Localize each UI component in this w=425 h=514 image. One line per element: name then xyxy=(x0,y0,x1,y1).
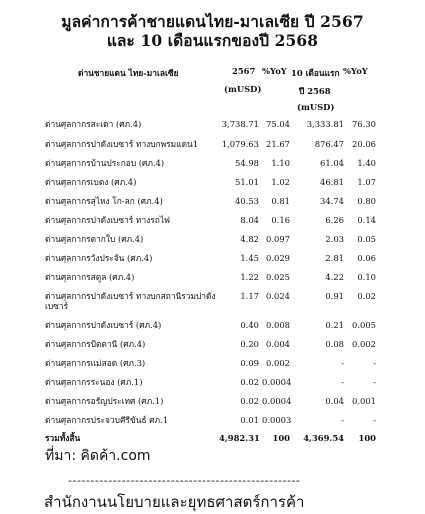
row-yoy-10m: 0.10 xyxy=(357,272,376,282)
row-value-2567: 8.04 xyxy=(240,215,259,225)
row-yoy-2567: 0.81 xyxy=(271,196,290,206)
row-yoy-10m: 1.07 xyxy=(357,177,376,187)
title-line-2: และ 10 เดือนแรกของปี 2568 xyxy=(106,31,319,50)
row-yoy-10m: 20.06 xyxy=(352,139,376,149)
row-yoy-10m: 0.02 xyxy=(357,291,376,301)
row-checkpoint: รวมทั้งสิ้น xyxy=(45,433,81,443)
row-value-10m: 0.04 xyxy=(325,396,344,406)
row-yoy-10m: 0.14 xyxy=(357,215,376,225)
row-yoy-10m: 0.002 xyxy=(352,339,376,349)
row-yoy-2567: 0.0004 xyxy=(262,377,292,387)
row-checkpoint: ด่านศุลกากรสุไหง โก-ลก (ศภ.4) xyxy=(45,196,163,206)
header-yoy-1: %YoY xyxy=(262,66,287,76)
row-value-10m: 0.08 xyxy=(325,339,344,349)
row-yoy-2567: 1.02 xyxy=(271,177,290,187)
row-value-10m: 6.26 xyxy=(325,215,344,225)
source-text: ที่มา: คิดค้า.com xyxy=(45,448,151,464)
row-yoy-2567: 0.0003 xyxy=(262,415,292,425)
row-value-2567: 1.17 xyxy=(240,291,259,301)
row-checkpoint: ด่านศุลกากรปาดังเบซาร์ ทางบกพรมแดน1 xyxy=(45,139,199,149)
row-checkpoint: ด่านศุลกากรประจวบคีรีขันธ์ ศภ.1 xyxy=(45,415,169,425)
row-checkpoint: ด่านศุลกากรวังประจัน (ศภ.4) xyxy=(45,253,153,263)
header-10-months-unit: (mUSD) xyxy=(297,102,335,112)
row-yoy-2567: 75.04 xyxy=(266,119,290,129)
header-10-months: 10 เดือนแรก xyxy=(291,68,340,78)
row-yoy-2567: 0.025 xyxy=(266,272,290,282)
row-value-2567: 0.20 xyxy=(240,339,259,349)
title-line-1: มูลค่าการค้าชายแดนไทย-มาเลเซีย ปี 2567 xyxy=(61,12,364,31)
row-value-10m: 3,333.81 xyxy=(306,119,344,129)
row-checkpoint: ด่านศุลกากรเบตง (ศภ.4) xyxy=(45,177,137,187)
row-value-2567: 1,079.63 xyxy=(221,139,259,149)
row-yoy-10m: - xyxy=(373,415,376,425)
row-value-10m: 0.21 xyxy=(325,320,344,330)
row-checkpoint: ด่านศุลกากรปาดังเบซาร์ ทางรถไฟ xyxy=(45,215,170,225)
row-yoy-10m: 0.06 xyxy=(357,253,376,263)
row-yoy-2567: 0.029 xyxy=(266,253,290,263)
row-yoy-2567: 0.002 xyxy=(266,358,290,368)
header-2567-unit: (mUSD) xyxy=(224,84,262,94)
row-value-2567: 1.22 xyxy=(240,272,259,282)
row-value-2567: 3,738.71 xyxy=(221,119,259,129)
header-yoy-2: %YoY xyxy=(343,66,368,76)
row-value-10m: 0.91 xyxy=(325,291,344,301)
row-value-10m: 61.04 xyxy=(320,158,344,168)
row-yoy-2567: 0.0004 xyxy=(262,396,292,406)
row-checkpoint: ด่านศุลกากรปาดังเบซาร์ (ศภ.4) xyxy=(45,320,162,330)
row-value-10m: 2.81 xyxy=(325,253,344,263)
header-2567: 2567 xyxy=(232,66,256,76)
row-yoy-2567: 100 xyxy=(272,433,290,443)
row-value-10m: - xyxy=(341,415,344,425)
row-value-10m: 876.47 xyxy=(314,139,344,149)
row-value-2567: 0.02 xyxy=(240,396,259,406)
row-value-2567: 51.01 xyxy=(235,177,259,187)
row-value-10m: 2.03 xyxy=(325,234,344,244)
row-checkpoint: ด่านศุลกากรระนอง (ศภ.1) xyxy=(45,377,143,387)
row-yoy-10m: - xyxy=(373,358,376,368)
row-checkpoint: ด่านศุลกากรแม่สอด (ศภ.3) xyxy=(45,358,146,368)
row-checkpoint: ด่านศุลกากรปาดังเบซาร์ ทางบกสถานีรวมปาดังเบซาร์ xyxy=(45,291,216,311)
separator-line: ---------------------------------------------------- xyxy=(68,474,301,487)
row-yoy-10m: 0.005 xyxy=(352,320,376,330)
row-value-2567: 0.01 xyxy=(240,415,259,425)
row-yoy-10m: 0.001 xyxy=(352,396,376,406)
row-checkpoint: ด่านศุลกากรสะเดา (ศภ.4) xyxy=(45,119,142,129)
row-value-10m: - xyxy=(341,358,344,368)
row-checkpoint: ด่านศุลกากรตากใบ (ศภ.4) xyxy=(45,234,144,244)
row-yoy-10m: 1.40 xyxy=(357,158,376,168)
row-value-2567: 1.45 xyxy=(240,253,259,263)
row-checkpoint: ด่านศุลกากรอรัญประเทศ (ศภ.1) xyxy=(45,396,164,406)
row-value-10m: 4,369.54 xyxy=(303,433,344,443)
row-value-2567: 40.53 xyxy=(235,196,259,206)
row-yoy-10m: 0.80 xyxy=(357,196,376,206)
row-value-10m: 34.74 xyxy=(320,196,344,206)
row-yoy-2567: 0.16 xyxy=(271,215,290,225)
row-value-10m: 4.22 xyxy=(325,272,344,282)
row-yoy-2567: 0.097 xyxy=(266,234,290,244)
row-checkpoint: ด่านศุลกากรสตูล (ศภ.4) xyxy=(45,272,135,282)
report-title xyxy=(0,12,425,50)
row-value-2567: 54.98 xyxy=(235,158,259,168)
row-value-2567: 4,982.31 xyxy=(219,433,260,443)
row-value-10m: - xyxy=(341,377,344,387)
row-yoy-2567: 21.67 xyxy=(266,139,290,149)
row-yoy-10m: - xyxy=(373,377,376,387)
row-yoy-2567: 0.004 xyxy=(266,339,290,349)
row-yoy-10m: 100 xyxy=(358,433,376,443)
row-checkpoint: ด่านศุลกากรปัตตานี (ศภ.4) xyxy=(45,339,146,349)
row-yoy-10m: 0.05 xyxy=(357,234,376,244)
row-yoy-2567: 0.024 xyxy=(266,291,290,301)
row-value-10m: 46.81 xyxy=(320,177,344,187)
header-10-months-year: ปี 2568 xyxy=(299,86,331,96)
row-yoy-2567: 0.008 xyxy=(266,320,290,330)
row-value-2567: 0.02 xyxy=(240,377,259,387)
row-value-2567: 0.09 xyxy=(240,358,259,368)
row-yoy-2567: 1.10 xyxy=(271,158,290,168)
row-value-2567: 0.40 xyxy=(240,320,259,330)
header-checkpoint: ด่านชายแดน ไทย-มาเลเซีย xyxy=(78,68,179,78)
office-name: สำนักงานนโยบายและยุทธศาสตร์การค้า xyxy=(44,493,305,511)
row-value-2567: 4.82 xyxy=(240,234,259,244)
row-checkpoint: ด่านศุลกากรบ้านประกอบ (ศภ.4) xyxy=(45,158,165,168)
row-yoy-10m: 76.30 xyxy=(352,119,376,129)
